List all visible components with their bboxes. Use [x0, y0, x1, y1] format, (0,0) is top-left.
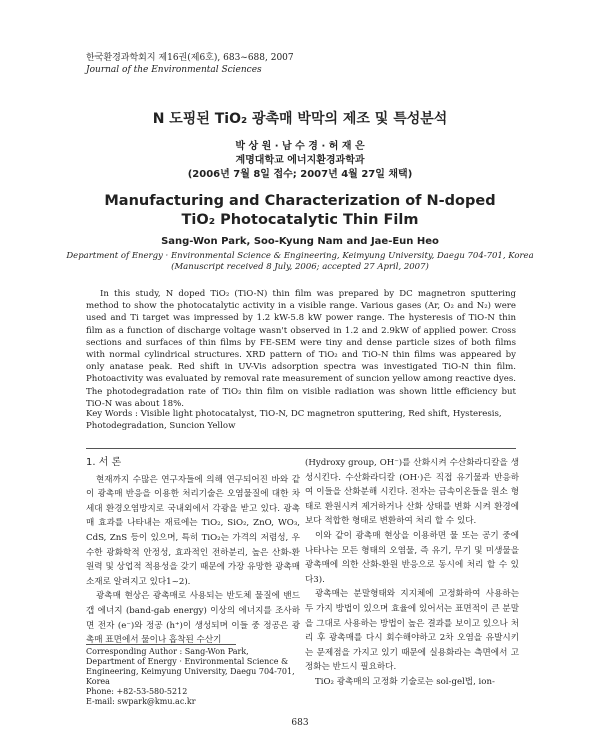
authors-korean: 박 상 원 · 남 수 경 · 허 재 은 [235, 141, 365, 152]
footnote-divider [86, 644, 236, 645]
corresponding-author: Corresponding Author : Sang-Won Park, Department of Energy · Environmental Science & Engineering, Keimyung University, Daegu 704-701, Korea [86, 647, 295, 686]
page-number: 683 [291, 718, 309, 728]
authors-english: Sang-Won Park, Soo-Kyung Nam and Jae-Eun Heo [161, 236, 439, 247]
paragraph: 이와 같이 광촉매 현상을 이용하면 물 또는 공기 중에 나타나는 모든 형태의 오염물, 즉 유기, 무기 및 미생물을 광촉매에 의한 산화-환원 반응으로 동시에 처리 할 수 있다3). [305, 530, 519, 585]
email: E-mail: swpark@kmu.ac.kr [86, 697, 196, 706]
paragraph: TiO₂ 광촉매의 고정화 기술로는 sol-gel법, ion- [315, 676, 495, 687]
paragraph: 현재까지 수많은 연구자들에 의해 연구되어진 바와 같이 광촉매 반응을 이용한 처리기술은 오염물질에 대한 차세대 환경오염방지로 국내외에서 각광을 받고 있다. 광촉매 효과를 나타내는 재료에는 TiO₂, SiO₂, ZnO, WO₃, CdS, ZnS 등이 있으며, 특히 TiO₂는 가격의 저렴성, 우수한 광화학적 안정성, 효과적인 전하분리, 높은 산화-환원력 및 상업적 적용성을 갖기 때문에 가장 유망한 광촉매 소재로 알려지고 있다1~2). [86, 474, 300, 587]
paragraph: 광촉매는 분말형태와 지지체에 고정화하여 사용하는 두 가지 방법이 있으며 효율에 있어서는 표면적이 큰 분말을 그대로 사용하는 방법이 높은 결과를 보이고 있으나 처리 후 광촉매를 다시 회수해야하고 2차 오염을 유발시키는 문제점을 가지고 있기 때문에 실용화라는 측면에서 고정화는 반드시 필요하다. [305, 589, 519, 673]
body-column-right [305, 456, 519, 690]
body-column-left [86, 456, 300, 648]
received-dates-korean: (2006년 7월 8일 접수; 2007년 4월 27일 채택) [187, 169, 413, 180]
footnote [86, 647, 300, 707]
journal-citation-ko: 한국환경과학회지 제16권(제6호), 683~688, 2007 [86, 53, 294, 63]
affiliation-korean: 계명대학교 에너지환경과학과 [235, 155, 365, 166]
section-heading-introduction: 1. 서 론 [86, 457, 122, 468]
abstract: In this study, N doped TiO₂ (TiO-N) thin film was prepared by DC magnetron sputtering method to show the photocatalytic activity in a visible range. Various gases (Ar, O₂ and N₂) were used and Ti target was impressed by 1.2 kW-5.8 kW power range. The hysteresis of TiO-N thin film as a function of discharge voltage wasn't observed in 1.2 and 2.9kW of applied power. Cross sections and surfaces of thin films by FE-SEM were tiny and dense particle sizes of both films with normal cylindrical structures. XRD pattern of TiO₂ and TiO-N thin films was appeared by only anatase peak. Red shift in UV-Vis adsorption spectra was investigated TiO-N thin film. Photoactivity was evaluated by removal rate measurement of suncion yellow among reactive dyes. The photodegradation rate of TiO₂ thin film on visible radiation was shown little efficiency but TiO-N was about 18%. [86, 289, 516, 409]
section-divider [86, 448, 516, 449]
title-english [0, 192, 600, 230]
journal-name-en: Journal of the Environmental Sciences [86, 65, 262, 75]
title-korean: N 도핑된 TiO₂ 광촉매 박막의 제조 및 특성분석 [152, 111, 448, 127]
paragraph: 광촉매 현상은 광촉매로 사용되는 반도체 물질에 밴드갭 에너지 (band-gab energy) 이상의 에너지를 조사하면 전자 (e⁻)와 정공 (h⁺)이 생성되며 이들 중 정공은 광촉매 표면에서 물이나 흡착된 수산기 [86, 591, 300, 646]
journal-header [86, 52, 294, 76]
title-english-line-1: Manufacturing and Characterization of N-doped [104, 193, 496, 209]
affiliation-english: Department of Energy · Environmental Science & Engineering, Keimyung University, Daegu 704-701, Korea [66, 251, 534, 261]
title-english-line-2: TiO₂ Photocatalytic Thin Film [181, 212, 419, 228]
author-block-korean [0, 140, 600, 182]
paragraph: (Hydroxy group, OH⁻)를 산화시켜 수산화라디칼을 생성시킨다. 수산화라디칼 (OH·)은 직접 유기물과 반응하여 이들을 산화분해 시킨다. 전자는 금속이온들을 원소 형태로 환원시켜 제거하거나 산화 상태를 변화 시켜 환경에 보다 적합한 형태로 변환하여 처리 할 수 있다. [305, 458, 519, 527]
phone: Phone: +82-53-580-5212 [86, 687, 188, 696]
received-dates-english: (Manuscript received 8 July, 2006; accepted 27 April, 2007) [171, 262, 429, 272]
affiliation-block-english [0, 251, 600, 273]
keywords: Key Words : Visible light photocatalyst, TiO-N, DC magnetron sputtering, Red shift, Hysteresis, Photodegradation, Suncion Yellow [86, 409, 502, 432]
